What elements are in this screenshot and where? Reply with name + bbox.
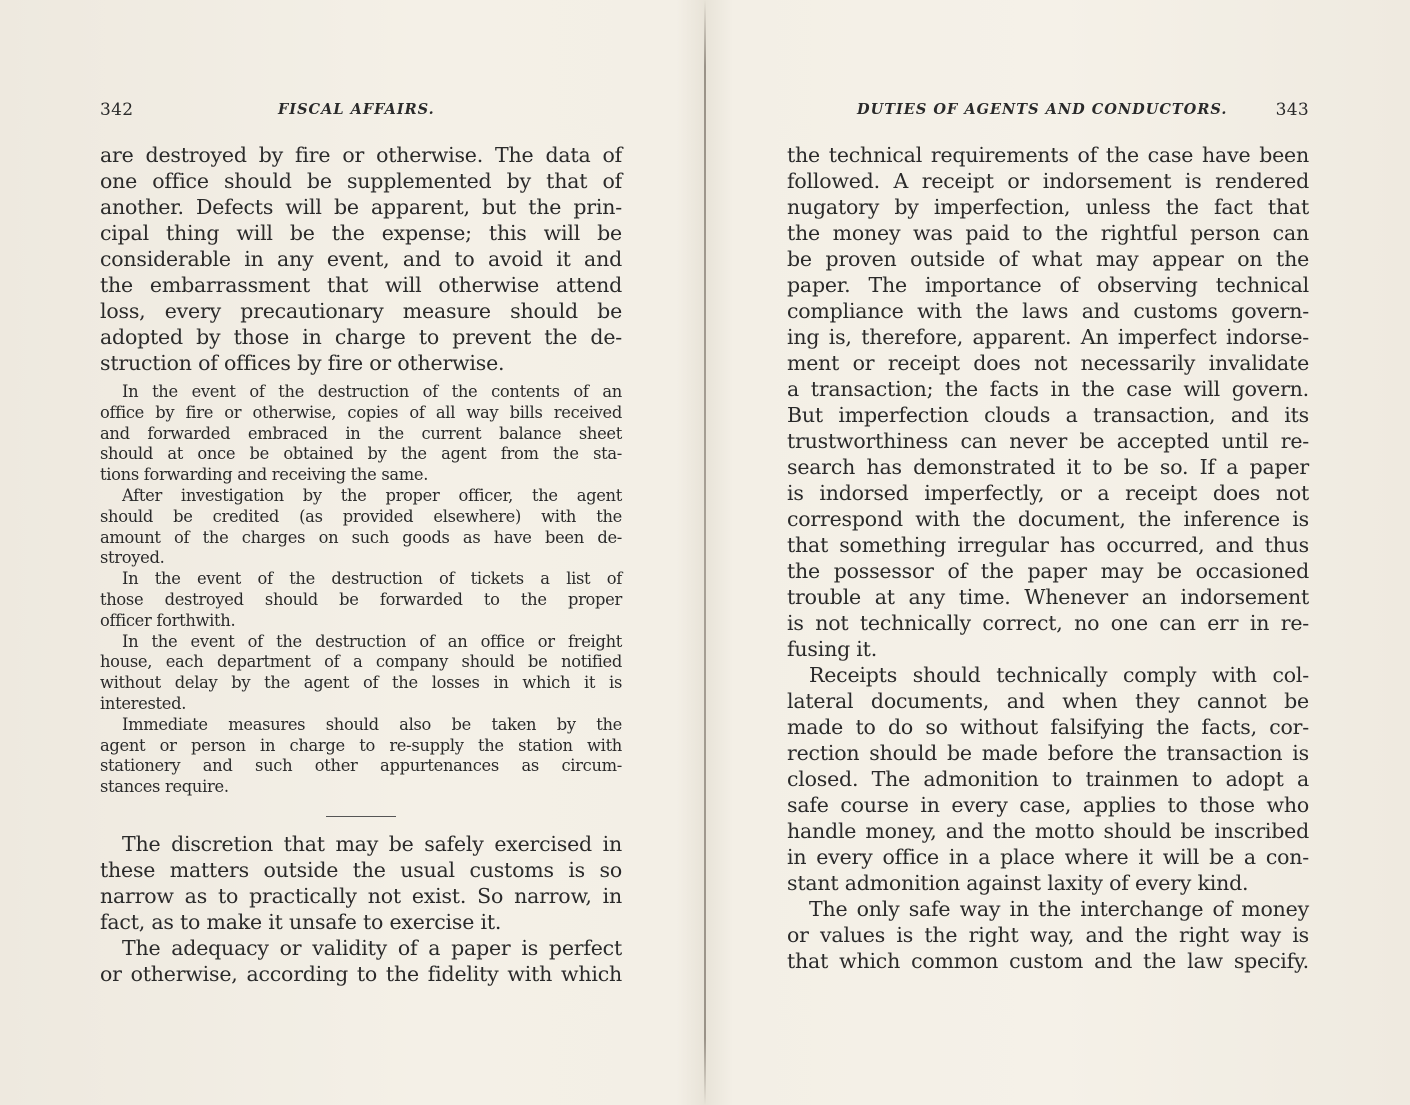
text-line: Receipts should technically comply with col-: [809, 663, 1309, 687]
text-line: that which common custom and the law specify.: [787, 949, 1309, 973]
text-line: search has demonstrated it to be so. If a paper: [787, 455, 1309, 479]
text-line: another. Defects will be apparent, but the prin-: [100, 195, 622, 219]
text-line: trustworthiness can never be accepted until re-: [787, 429, 1309, 453]
text-line: fact, as to make it unsafe to exercise it.: [100, 909, 502, 934]
rule-line: without delay by the agent of the losses in which it is: [100, 673, 622, 693]
left-page-header: [100, 100, 622, 122]
text-line: followed. A receipt or indorsement is rendered: [787, 169, 1309, 193]
section-divider: [326, 816, 396, 817]
text-line: cipal thing will be the expense; this will be: [100, 221, 622, 245]
text-line: is not technically correct, no one can err in re-: [787, 611, 1309, 635]
rule-line: agent or person in charge to re-supply the station with: [100, 735, 622, 755]
rule-line: house, each department of a company should be notified: [100, 652, 622, 672]
text-line: correspond with the document, the inference is: [787, 507, 1309, 531]
text-line: The discretion that may be safely exercised in: [122, 831, 622, 856]
rule-line: In the event of the destruction of an office or freight: [122, 631, 622, 651]
left-page: [100, 0, 622, 1105]
rule-line: In the event of the destruction of tickets a list of: [122, 569, 622, 589]
text-line: considerable in any event, and to avoid it and: [100, 247, 622, 271]
text-line: that something irregular has occurred, and thus: [787, 533, 1309, 557]
text-line: rection should be made before the transaction is: [787, 741, 1309, 765]
rule-line: Immediate measures should also be taken by the: [122, 714, 622, 734]
rule-line: amount of the charges on such goods as have been de-: [100, 527, 622, 547]
text-line: handle money, and the motto should be inscribed: [787, 819, 1309, 843]
text-line: are destroyed by fire or otherwise. The data of: [100, 143, 622, 167]
text-line: paper. The importance of observing technical: [787, 273, 1309, 297]
right-paragraph-3: [787, 896, 1309, 974]
text-line: struction of offices by fire or otherwise.: [100, 351, 505, 375]
rules-block: [100, 382, 622, 798]
rule-paragraph-4: [100, 632, 622, 715]
rule-line: officer forthwith.: [100, 610, 236, 630]
right-paragraph-2: [787, 662, 1309, 896]
right-paragraph-1: [787, 142, 1309, 662]
rule-line: stationery and such other appurtenances as circum-: [100, 756, 622, 776]
text-line: stant admonition against laxity of every kind.: [787, 871, 1249, 895]
text-line: But imperfection clouds a transaction, and its: [787, 403, 1309, 427]
text-line: adopted by those in charge to prevent the de-: [100, 325, 622, 349]
rule-line: stroyed.: [100, 548, 165, 568]
rule-line: and forwarded embraced in the current balance sheet: [100, 423, 622, 443]
rule-line: those destroyed should be forwarded to the proper: [100, 589, 622, 609]
text-line: safe course in every case, applies to those who: [787, 793, 1309, 817]
right-running-title: DUTIES OF AGENTS AND CONDUCTORS.: [857, 101, 1228, 118]
rule-paragraph-3: [100, 569, 622, 631]
text-line: or otherwise, according to the fidelity with which: [100, 961, 622, 986]
right-page-body: [787, 142, 1309, 974]
text-line: lateral documents, and when they cannot be: [787, 689, 1309, 713]
rule-line: should at once be obtained by the agent from the sta-: [100, 444, 622, 464]
right-page-header: [787, 100, 1309, 122]
text-line: The only safe way in the interchange of money: [809, 897, 1309, 921]
right-page-number: 343: [1275, 100, 1309, 120]
rule-line: After investigation by the proper officer, the agent: [122, 485, 622, 505]
text-line: nugatory by imperfection, unless the fact that: [787, 195, 1309, 219]
text-line: The adequacy or validity of a paper is perfect: [122, 935, 622, 960]
text-line: in every office in a place where it will be a con-: [787, 845, 1309, 869]
text-line: trouble at any time. Whenever an indorsement: [787, 585, 1309, 609]
text-line: is indorsed imperfectly, or a receipt does not: [787, 481, 1309, 505]
book-gutter: [704, 0, 706, 1105]
text-line: narrow as to practically not exist. So narrow, in: [100, 883, 622, 908]
left-paragraph-3: [100, 935, 622, 987]
text-line: compliance with the laws and customs govern-: [787, 299, 1309, 323]
rule-line: should be credited (as provided elsewhere) with the: [100, 506, 622, 526]
left-paragraph-2: [100, 831, 622, 935]
text-line: the money was paid to the rightful person can: [787, 221, 1309, 245]
text-line: the technical requirements of the case have been: [787, 143, 1309, 167]
rule-paragraph-5: [100, 715, 622, 798]
text-line: closed. The admonition to trainmen to adopt a: [787, 767, 1309, 791]
rule-paragraph-2: [100, 486, 622, 569]
text-line: ment or receipt does not necessarily invalidate: [787, 351, 1309, 375]
text-line: loss, every precautionary measure should be: [100, 299, 622, 323]
text-line: made to do so without falsifying the facts, cor-: [787, 715, 1309, 739]
text-line: fusing it.: [787, 637, 878, 661]
text-line: a transaction; the facts in the case will govern.: [787, 377, 1309, 401]
text-line: these matters outside the usual customs is so: [100, 857, 622, 882]
rule-paragraph-1: [100, 382, 622, 486]
rule-line: tions forwarding and receiving the same.: [100, 465, 429, 485]
right-page: [787, 0, 1309, 1105]
left-running-title: FISCAL AFFAIRS.: [278, 101, 435, 118]
text-line: one office should be supplemented by that of: [100, 169, 622, 193]
left-page-body: [100, 142, 622, 987]
rule-line: In the event of the destruction of the contents of an: [122, 382, 622, 401]
left-page-number: 342: [100, 100, 134, 120]
text-line: ing is, therefore, apparent. An imperfect indorse-: [787, 325, 1309, 349]
rule-line: stances require.: [100, 777, 229, 797]
text-line: or values is the right way, and the right way is: [787, 923, 1309, 947]
text-line: the embarrassment that will otherwise attend: [100, 273, 622, 297]
rule-line: office by fire or otherwise, copies of all way bills received: [100, 402, 622, 422]
text-line: the possessor of the paper may be occasioned: [787, 559, 1309, 583]
text-line: be proven outside of what may appear on the: [787, 247, 1309, 271]
left-paragraph-1: [100, 142, 622, 376]
rule-line: interested.: [100, 693, 187, 713]
